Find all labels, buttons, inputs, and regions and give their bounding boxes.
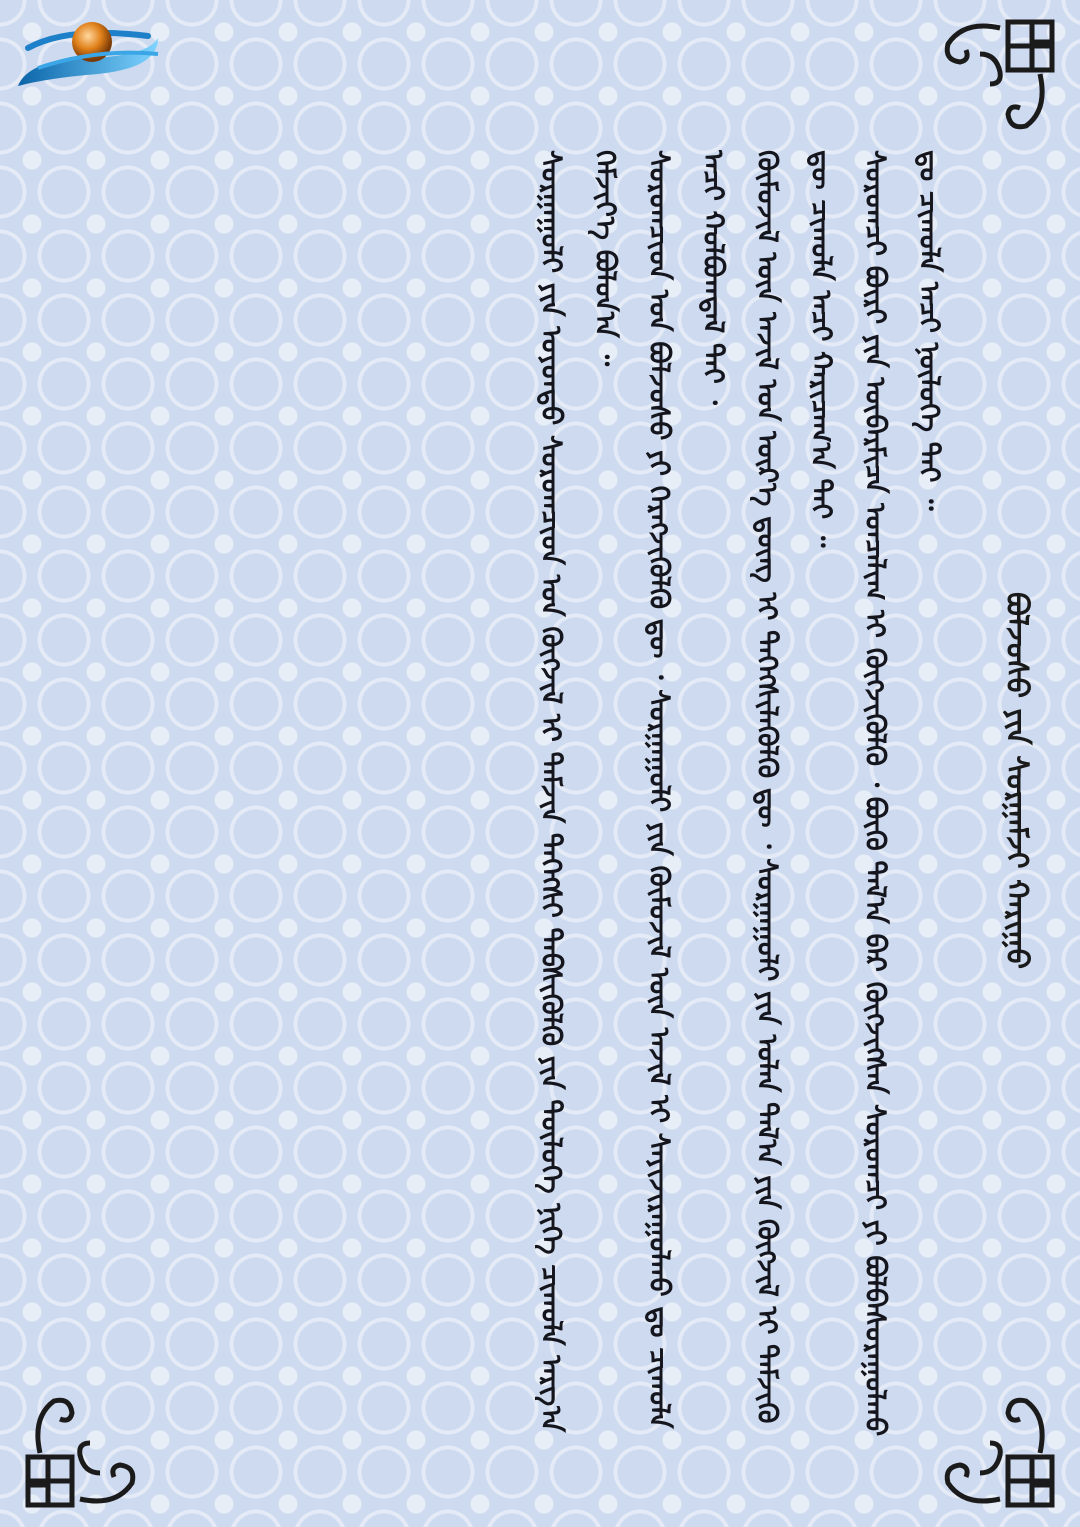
paragraph-3: ᠬᠦᠮᠦᠵᠢᠯ ᠦᠨ ᠠᠵᠢᠯ ᠤᠨ ᠦᠷ᠎ᠡ ᠳ᠋ᠦᠩ ᠢ ᠳᠡᠭᠡᠭᠰᠢᠯᠡᠭᠦᠯᠬᠦ ᠳᠦ ᠂ ᠰᠤᠷᠭᠠᠭᠤᠯᠢ ᠶᠢᠨ ᠣᠯᠠᠨ ᠲᠠᠯ᠎ᠠ ᠶᠢᠨ ᠬᠥᠭᠵᠢᠯ ᠢ ᠳᠡᠮᠵᠢᠬᠦ ᠳᠦ ᠴᠢᠬᠤᠯᠠ ᠠᠴᠢ ᠬᠠᠷᠢᠴᠠᠭ᠎ᠠ ᠲᠠᠶ ᠃: [751, 150, 838, 1424]
page-title: ᠪᠣᠯᠵᠣᠰᠤ ᠶᠢᠨ ᠰᠤᠷᠭᠠᠮᠵᠢ ᠬᠠᠷᠢᠭᠤ: [999, 591, 1034, 969]
paragraph-4: ᠰᠤᠷᠤᠭᠴᠢ ᠪᠦᠷᠢ ᠶᠢᠨ ᠥᠪᠡᠷᠮᠢᠴᠡ ᠣᠨᠴᠠᠯᠢᠭ ᠢ ᠬᠥᠭᠵᠢᠭᠦᠯᠬᠦ ᠂ ᠪᠦᠬᠦ ᠲᠠᠯ᠎ᠠ ᠪᠠᠷ ᠬᠥᠭᠵᠢᠭᠰᠡᠨ ᠰᠤᠷᠤᠭᠴᠢ ᠶᠢ ᠪᠣᠯᠪᠠᠰᠤᠷᠠᠭᠤᠯᠬᠤ ᠳᠤ ᠴᠢᠬᠤᠯᠠ ᠠᠴᠢ ᠨᠥᠯᠦᠭᠡ ᠲᠠᠶ ᠃: [859, 150, 946, 1437]
mongolian-knot-ornament-icon: [940, 14, 1060, 134]
mongolian-knot-ornament-icon: [940, 1393, 1060, 1513]
body-text: [118, 150, 956, 1450]
paragraph-2: ᠰᠤᠷᠤᠭᠴᠢᠳ ᠤᠨ ᠪᠣᠯᠵᠣᠰᠤ ᠶᠢ ᠬᠡᠷᠡᠭᠵᠢᠭᠦᠯᠬᠦ ᠳᠦ ᠂ ᠰᠤᠷᠭᠠᠭᠤᠯᠢ ᠶᠢᠨ ᠬᠦᠮᠦᠵᠢᠯ ᠦᠨ ᠠᠵᠢᠯ ᠢ ᠰᠠᠶᠢᠵᠢᠷᠠᠭᠤᠯᠬᠤ ᠳᠤ ᠴᠢᠬᠤᠯᠠ ᠠᠴᠢ ᠬᠣᠯᠪᠣᠭᠳᠠᠯ ᠲᠠᠶ ᠂: [643, 150, 730, 1429]
planet-orbit-logo-icon: [8, 8, 168, 98]
paragraph-1: ᠰᠤᠷᠭᠠᠭᠤᠯᠢ ᠶᠢᠨ ᠣᠶᠤᠨᠲᠤ ᠰᠤᠷᠤᠭᠴᠢᠳ ᠤᠨ ᠬᠥᠭᠵᠢᠯ ᠢ ᠳᠡᠮᠵᠢᠨ ᠳᠡᠭᠡᠭᠰᠢ ᠳᠡᠪᠰᠢᠭᠦᠯᠬᠦ ᠶᠢᠨ ᠲᠥᠯᠦᠭᠡ ᠨᠢᠭᠡ ᠴᠢᠬᠤᠯᠠ ᠠᠷᠭ᠎ᠠ ᠬᠡᠮᠵᠢᠶ᠎ᠡ ᠪᠣᠯᠤᠨ᠎ᠠ ᠃: [535, 150, 622, 1433]
